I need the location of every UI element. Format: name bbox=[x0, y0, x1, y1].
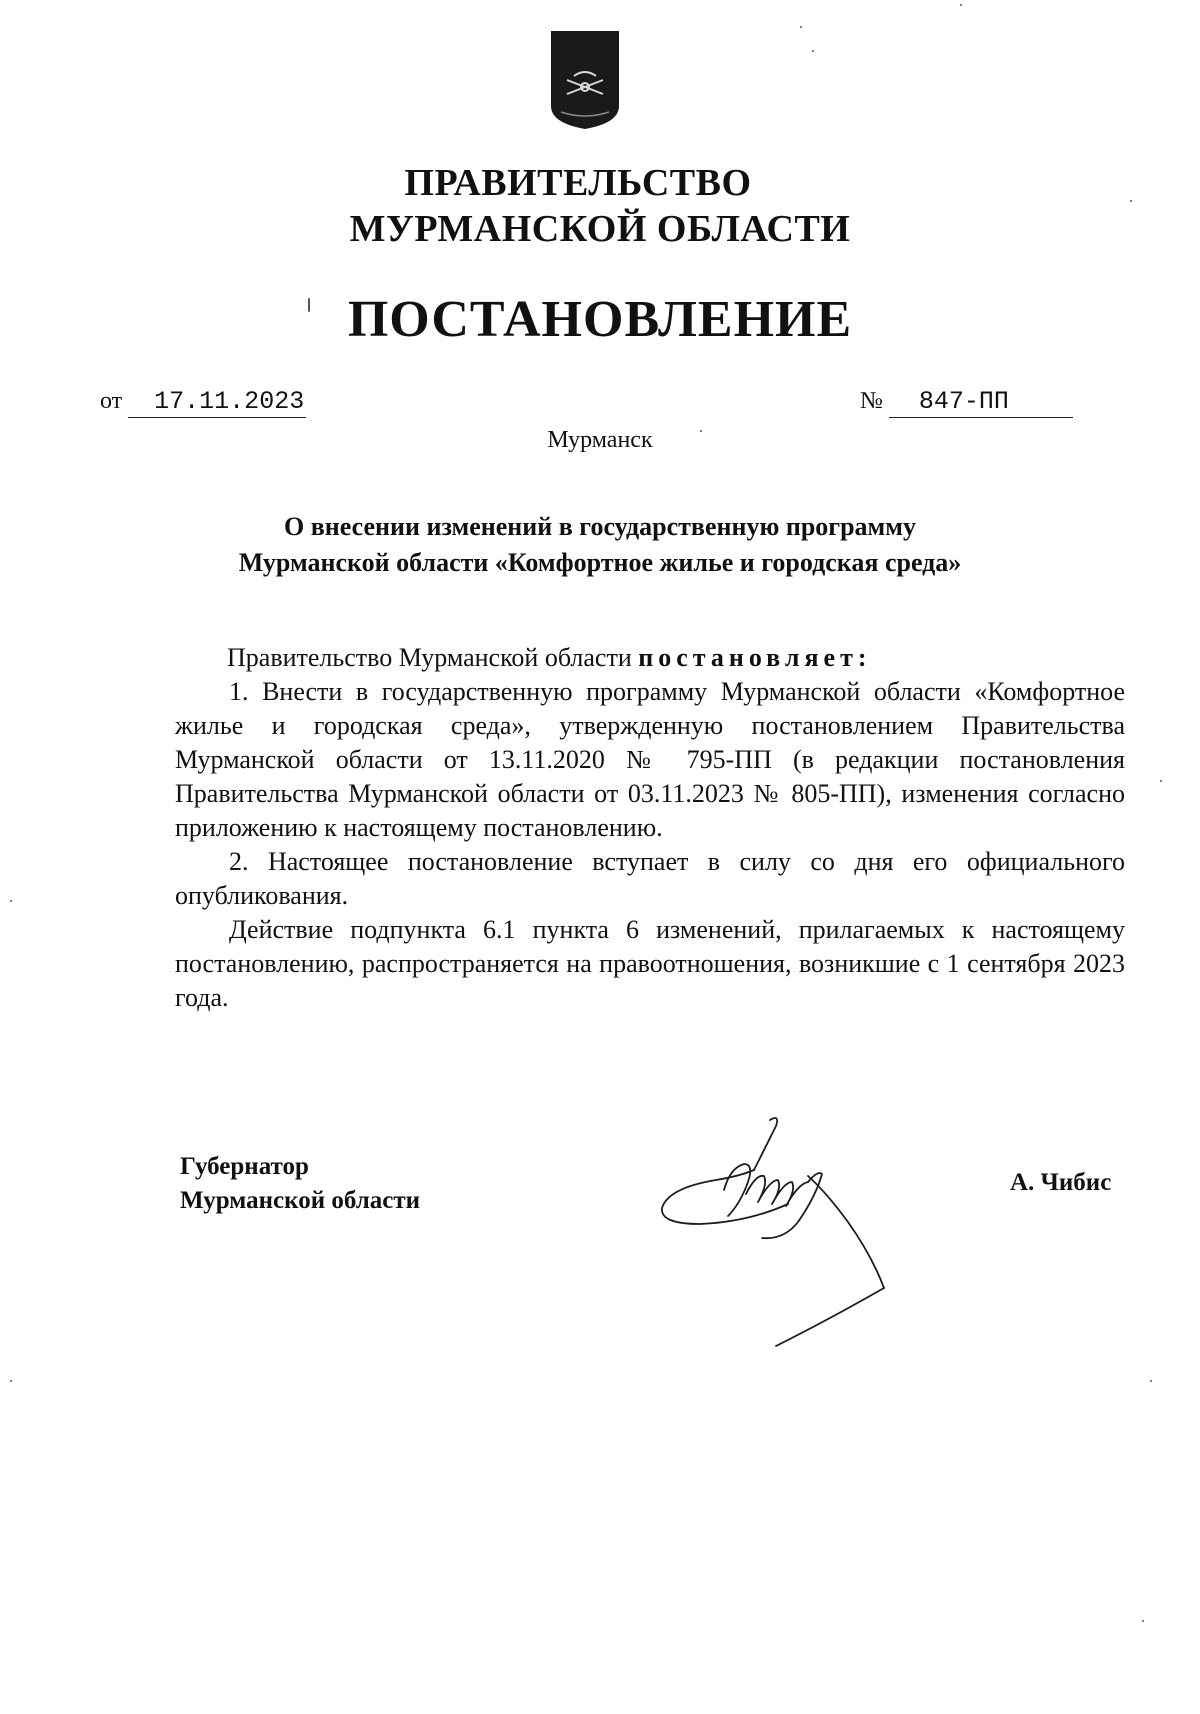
scan-speck bbox=[308, 298, 310, 312]
preamble-verb: постановляет: bbox=[638, 643, 872, 672]
scan-speck bbox=[10, 1380, 12, 1382]
subject-line2: Мурманской области «Комфортное жилье и городская среда» bbox=[238, 548, 962, 577]
scan-speck bbox=[1150, 1380, 1152, 1382]
scan-speck bbox=[1130, 200, 1132, 202]
item-1-paragraph: 1. Внести в государственную программу Мурманской области «Комфортное жилье и городская среда», утвержденную постановлением Правительства Мурманской области от 13.11.2020 № 795-ПП (в редакции постановления Правительства Мурманской области от 03.11.2023 № 805-ПП), изменения согласно приложению к настоящему постановлению. bbox=[175, 677, 1125, 842]
signatory-position bbox=[180, 1150, 420, 1218]
item-2-paragraph: 2. Настоящее постановление вступает в силу со дня его официального опубликования. bbox=[175, 847, 1125, 910]
item-2-note-paragraph: Действие подпункта 6.1 пункта 6 изменений, прилагаемых к настоящему постановлению, распространяется на правоотношения, возникшие с 1 сентября 2023 года. bbox=[175, 915, 1125, 1012]
scan-speck bbox=[10, 900, 12, 902]
document-date-row bbox=[100, 386, 306, 418]
scan-speck bbox=[800, 26, 802, 28]
coat-of-arms-emblem bbox=[547, 28, 623, 131]
organization-name-line1: ПРАВИТЕЛЬСТВО bbox=[404, 162, 752, 204]
scan-speck bbox=[812, 50, 814, 52]
scan-speck bbox=[700, 430, 702, 432]
document-subject bbox=[150, 509, 1050, 581]
signatory-position-line1: Губернатор bbox=[180, 1153, 309, 1180]
document-number: 847-ПП bbox=[889, 387, 1073, 418]
document-body bbox=[175, 641, 1125, 1015]
preamble-text: Правительство Мурманской области bbox=[227, 643, 639, 672]
date-prefix: от bbox=[100, 388, 123, 414]
number-prefix: № bbox=[860, 388, 883, 414]
document-number-row bbox=[860, 386, 1073, 418]
document-type-title: ПОСТАНОВЛЕНИЕ bbox=[347, 291, 853, 348]
subject-line1: О внесении изменений в государственную программу bbox=[284, 512, 916, 541]
document-date: 17.11.2023 bbox=[128, 387, 306, 418]
handwritten-signature bbox=[658, 1112, 948, 1352]
scan-speck bbox=[1160, 780, 1162, 782]
signatory-position-line2: Мурманской области bbox=[180, 1187, 421, 1214]
scan-speck bbox=[1142, 1620, 1144, 1622]
organization-name-line2: МУРМАНСКОЙ ОБЛАСТИ bbox=[349, 208, 851, 250]
scan-speck bbox=[960, 4, 962, 6]
preamble-paragraph bbox=[175, 641, 1125, 675]
document-city: Мурманск bbox=[547, 427, 653, 453]
signatory-name: А. Чибис bbox=[1010, 1169, 1112, 1196]
